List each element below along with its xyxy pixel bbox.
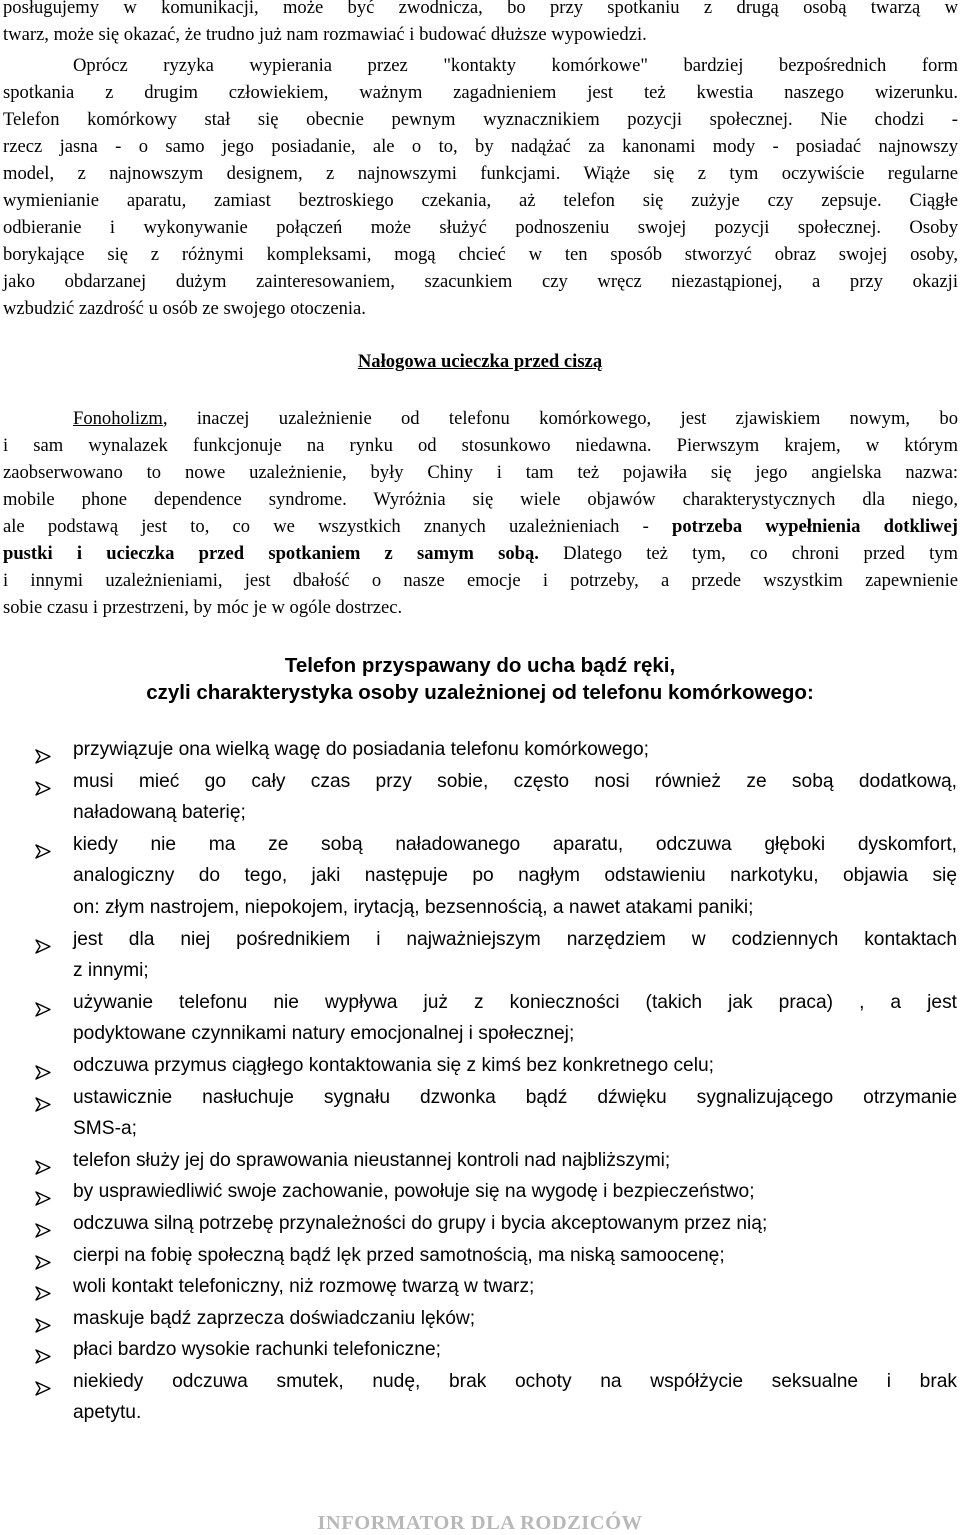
heading-line: Telefon przyspawany do ucha bądź ręki, [284, 654, 676, 677]
list-item-line: kiedy nie ma ze sobą naładowanego aparatu, odczuwa głęboki dyskomfort, [73, 833, 957, 855]
text-line: rzecz jasna - o samo jego posiadanie, ale o to, by nadążać za kanonami mody - posiadać najnowszy [3, 136, 958, 157]
list-item-text [73, 1145, 957, 1177]
list-item-text [73, 1208, 957, 1240]
bold-text: pustki i ucieczka przed spotkaniem z samym sobą. [3, 543, 539, 564]
list-item-line: SMS-a; [73, 1118, 137, 1140]
text-line: wzbudzić zazdrość u osób ze swojego otoczenia. [3, 298, 366, 319]
paragraph-fonoholizm [3, 405, 958, 621]
text-line: wymienianie aparatu, zamiast beztroskiego czekania, aż telefon się zużyje czy zepsuje. Ciągłe [3, 190, 958, 211]
text-line: sobie czasu i przestrzeni, by móc je w ogóle dostrzec. [3, 597, 403, 618]
list-item-text [73, 1334, 957, 1366]
list-item-line: jest dla niej pośrednikiem i najważniejszym narzędziem w codziennych kontaktach [73, 928, 957, 950]
list-item-line: ustawicznie nasłuchuje sygnału dzwonka bądź dźwięku sygnalizującego otrzymanie [73, 1086, 957, 1108]
text-line: borykające się z różnymi kompleksami, mogą chcieć w ten sposób stworzyć obraz swojej osoby, [3, 244, 958, 265]
list-item [0, 1271, 960, 1303]
list-item [0, 1050, 960, 1082]
text-line: spotkania z drugim człowiekiem, ważnym zagadnieniem jest też kwestia naszego wizerunku. [3, 82, 958, 103]
list-item-text [73, 1366, 957, 1429]
text-line [3, 540, 958, 567]
list-item [0, 987, 960, 1050]
section-heading-characteristics [0, 652, 960, 706]
list-item-text [73, 987, 957, 1050]
list-item-line: używanie telefonu nie wypływa już z konieczności (takich jak praca) , a jest [73, 991, 957, 1013]
list-item-line: musi mieć go cały czas przy sobie, często nosi również ze sobą dodatkową, [73, 770, 957, 792]
text-line [3, 405, 958, 432]
list-item-line: przywiązuje ona wielką wagę do posiadania telefonu komórkowego; [73, 739, 649, 760]
list-item [0, 1208, 960, 1240]
list-item-text [73, 734, 957, 766]
arrowhead-bullet-icon [35, 996, 51, 1011]
text-line: mobile phone dependence syndrome. Wyróżnia się wiele objawów charakterystycznych dla niego, [3, 489, 958, 510]
list-item-text [73, 1240, 957, 1272]
text-line: posługujemy w komunikacji, może być zwodnicza, bo przy spotkaniu z drugą osobą twarzą w [3, 0, 958, 18]
list-item [0, 766, 960, 829]
list-item-line: niekiedy odczuwa smutek, nudę, brak ochoty na współżycie seksualne i brak [73, 1370, 957, 1392]
list-item-text [73, 1271, 957, 1303]
text-line: Telefon komórkowy stał się obecnie pewnym wyznacznikiem pozycji społecznej. Nie chodzi - [3, 109, 958, 130]
list-item-line: analogiczny do tego, jaki następuje po nagłym odstawieniu narkotyku, objawia się [73, 865, 957, 887]
list-item-text [73, 1303, 957, 1335]
text-fragment: , inaczej uzależnienie od telefonu komórkowego, jest zjawiskiem nowym, bo [162, 408, 958, 429]
list-item-line: płaci bardzo wysokie rachunki telefoniczne; [73, 1339, 441, 1361]
list-item-line: telefon służy jej do sprawowania nieustannej kontroli nad najbliższymi; [73, 1149, 671, 1171]
arrowhead-bullet-icon [35, 1280, 51, 1295]
list-item-line: cierpi na fobię społeczną bądź lęk przed samotnością, ma niską samoocenę; [73, 1244, 725, 1266]
list-item [0, 1334, 960, 1366]
list-item-text [73, 829, 957, 924]
text-line: model, z najnowszym designem, z najnowszymi funkcjami. Wiąże się z tym oczywiście regularne [3, 163, 958, 184]
list-item [0, 1145, 960, 1177]
arrowhead-bullet-icon [35, 1249, 51, 1264]
text-line: odbieranie i wykonywanie połączeń może służyć podnoszeniu swojej pozycji społecznej. Osoby [3, 217, 958, 238]
text-fragment: Dlatego też tym, co chroni przed tym [538, 543, 958, 564]
text-line [3, 513, 958, 540]
list-item-line: z innymi; [73, 960, 149, 982]
arrowhead-bullet-icon [35, 1091, 51, 1106]
list-item [0, 1082, 960, 1145]
page-footer: INFORMATOR DLA RODZICÓW [317, 1512, 643, 1534]
paragraph-phone-image [3, 52, 958, 322]
list-item [0, 1176, 960, 1208]
text-line: i sam wynalazek funkcjonuje na rynku od stosunkowo niedawna. Pierwszym krajem, w którym [3, 435, 958, 456]
text-line: Oprócz ryzyka wypierania przez "kontakty komórkowe" bardziej bezpośrednich form [73, 55, 958, 76]
paragraph-intro-continuation [3, 0, 958, 48]
list-item [0, 1303, 960, 1335]
section-heading: Nałogowa ucieczka przed ciszą [357, 351, 603, 372]
list-item-line: maskuje bądź zaprzecza doświadczaniu lęków; [73, 1307, 476, 1329]
arrowhead-bullet-icon [35, 1375, 51, 1390]
list-item-text [73, 924, 957, 987]
list-item-line: podyktowane czynnikami natury emocjonalnej i społecznej; [73, 1023, 575, 1045]
list-item-line: apetytu. [73, 1402, 142, 1424]
list-item-line: odczuwa przymus ciągłego kontaktowania się z kimś bez konkretnego celu; [73, 1054, 714, 1076]
list-item [0, 924, 960, 987]
bold-text: potrzeba wypełnienia dotkliwej [672, 516, 958, 537]
list-item-text [73, 766, 957, 829]
list-item-line: by usprawiedliwić swoje zachowanie, powołuje się na wygodę i bezpieczeństwo; [73, 1181, 755, 1203]
heading-line: czyli charakterystyka osoby uzależnionej od telefonu komórkowego: [146, 681, 814, 704]
list-item-line: on: złym nastrojem, niepokojem, irytacją, bezsennością, a nawet atakami paniki; [73, 896, 754, 918]
list-item-line: odczuwa silną potrzebę przynależności do grupy i bycia akceptowanym przez nią; [73, 1212, 768, 1234]
text-line: i innymi uzależnieniami, jest dbałość o nasze emocje i potrzeby, a przede wszystkim zapewnienie [3, 570, 958, 591]
text-line: twarz, może się okazać, że trudno już nam rozmawiać i budować dłuższe wypowiedzi. [3, 24, 647, 45]
characteristics-list [0, 734, 960, 1429]
term-fonoholizm: Fonoholizm [73, 408, 163, 429]
text-line: jako obdarzanej dużym zainteresowaniem, szacunkiem czy wręcz niezastąpionej, a przy okazji [3, 271, 958, 292]
arrowhead-bullet-icon [35, 1154, 51, 1169]
list-item-text [73, 1176, 957, 1208]
arrowhead-bullet-icon [35, 838, 51, 853]
list-item [0, 829, 960, 924]
text-line: zaobserwowano to nowe uzależnienie, były Chiny i tam też pojawiła się jego angielska nazwa: [3, 462, 958, 483]
list-item-line: naładowaną baterię; [73, 802, 246, 824]
list-item [0, 1366, 960, 1429]
arrowhead-bullet-icon [35, 1059, 51, 1074]
text-fragment: ale podstawą jest to, co we wszystkich znanych uzależnieniach - [3, 516, 672, 537]
arrowhead-bullet-icon [35, 1343, 51, 1358]
arrowhead-bullet-icon [35, 775, 51, 790]
arrowhead-bullet-icon [35, 1217, 51, 1232]
arrowhead-bullet-icon [35, 1312, 51, 1327]
list-item [0, 734, 960, 766]
arrowhead-bullet-icon [35, 933, 51, 948]
arrowhead-bullet-icon [35, 743, 51, 758]
list-item-line: woli kontakt telefoniczny, niż rozmowę twarzą w twarz; [73, 1276, 535, 1298]
list-item-text [73, 1082, 957, 1145]
list-item-text [73, 1050, 957, 1082]
arrowhead-bullet-icon [35, 1185, 51, 1200]
list-item [0, 1240, 960, 1272]
